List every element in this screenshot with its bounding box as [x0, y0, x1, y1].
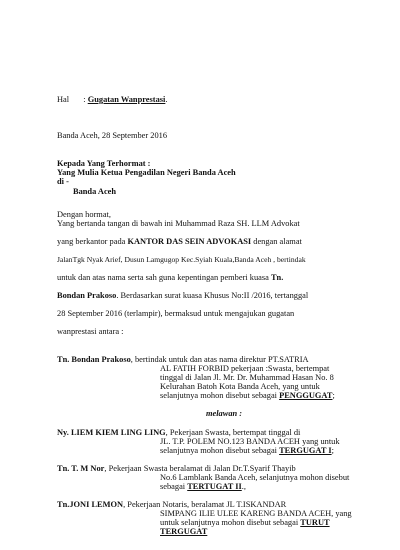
defendant-1-line-1: Ny. LIEM KIEM LING LING, Pekerjaan Swasta, bertempat tinggal di [57, 428, 301, 437]
subject-value: Gugatan Wanprestasi [87, 95, 166, 104]
co-defendant-line-2: SIMPANG ILIE ULEE KARENG BANDA ACEH, yang [160, 509, 352, 518]
body-line-5: Bondan Prakoso. Berdasarkan surat kuasa Khusus No:II /2016, tertanggal [57, 291, 309, 300]
plaintiff-line-1: Tn. Bondan Prakoso, bertindak untuk dan atas nama direktur PT.SATRIA [57, 355, 309, 364]
co-defendant-role-1: TURUT [300, 518, 330, 527]
body-line-4: untuk dan atas nama serta sah guna kepentingan pemberi kuasa Tn. [57, 273, 284, 282]
co-defendant-name: Tn.JONI LEMON [57, 500, 124, 509]
plaintiff-line-5: selanjutnya mohon disebut sebagai PENGGUGAT; [160, 391, 335, 400]
recipient-line-4: Banda Aceh [73, 187, 117, 196]
plaintiff-role: PENGGUGAT [279, 391, 333, 400]
subject-line [57, 95, 167, 105]
body-line-6: 28 September 2016 (terlampir), bermaksud untuk mengajukan gugatan [57, 309, 295, 318]
defendant-2-name: Tn. T. M Nor [57, 464, 105, 473]
defendant-2-role: TERTUGAT II [187, 482, 242, 491]
client-name: Bondan Prakoso [57, 291, 117, 300]
body-line-2: yang berkantor pada KANTOR DAS SEIN ADVOKASI dengan alamat [57, 237, 302, 246]
body-line-3: JalanTgk Nyak Arief, Dusun Lamgugop Kec.Syiah Kuala,Banda Aceh , bertindak [57, 255, 306, 264]
subject-label: Hal [57, 95, 70, 104]
recipient-line-2: Yang Mulia Ketua Pengadilan Negeri Banda Aceh [57, 168, 236, 177]
defendant-2-line-1: Tn. T. M Nor, Pekerjaan Swasta beralamat di Jalan Dr.T.Syarif Thayib [57, 464, 296, 473]
law-office-name: KANTOR DAS SEIN ADVOKASI [127, 237, 252, 246]
defendant-2-line-2: No.6 Lamblank Banda Aceh, selanjutnya mohon disebut [160, 473, 350, 482]
defendant-1-line-3: selanjutnya mohon disebut sebagai TERGUGAT I; [160, 446, 334, 455]
defendant-1-name: Ny. LIEM KIEM LING LING [57, 428, 166, 437]
subject-separator: : [83, 95, 86, 104]
recipient-line-1: Kepada Yang Terhormat : [57, 159, 151, 168]
subject-end: . [165, 95, 168, 104]
defendant-2-line-3: sebagai TERTUGAT II., [160, 482, 246, 491]
plaintiff-name: Tn. Bondan Prakoso [57, 355, 131, 364]
defendant-1-line-2: JL. T.P. POLEM NO.123 BANDA ACEH yang untuk [160, 437, 340, 446]
co-defendant-line-3: untuk selanjutnya mohon disebut sebagai TURUT [160, 518, 330, 527]
place-date: Banda Aceh, 28 September 2016 [57, 131, 168, 140]
defendant-1-role: TERGUGAT I [279, 446, 332, 455]
body-line-1: Yang bertanda tangan di bawah ini Muhammad Raza SH. LLM Advokat [57, 219, 300, 228]
recipient-line-3: di - [57, 177, 69, 186]
plaintiff-line-3: tinggal di Jalan Jl. Mr. Dr. Muhammad Hasan No. 8 [160, 373, 334, 382]
body-line-7: wanprestasi antara : [57, 327, 124, 336]
co-defendant-line-1: Tn.JONI LEMON, Pekerjaan Notaris, beralamat JL T.ISKANDAR [57, 500, 287, 509]
versus-label: melawan : [206, 409, 243, 418]
co-defendant-role-2: TERGUGAT [160, 527, 208, 536]
greeting: Dengan hormat, [57, 210, 111, 219]
plaintiff-line-2: AL FATIH FORBID pekerjaan :Swasta, bertempat [160, 364, 330, 373]
plaintiff-line-4: Kelurahan Batoh Kota Banda Aceh, yang untuk [160, 382, 320, 391]
